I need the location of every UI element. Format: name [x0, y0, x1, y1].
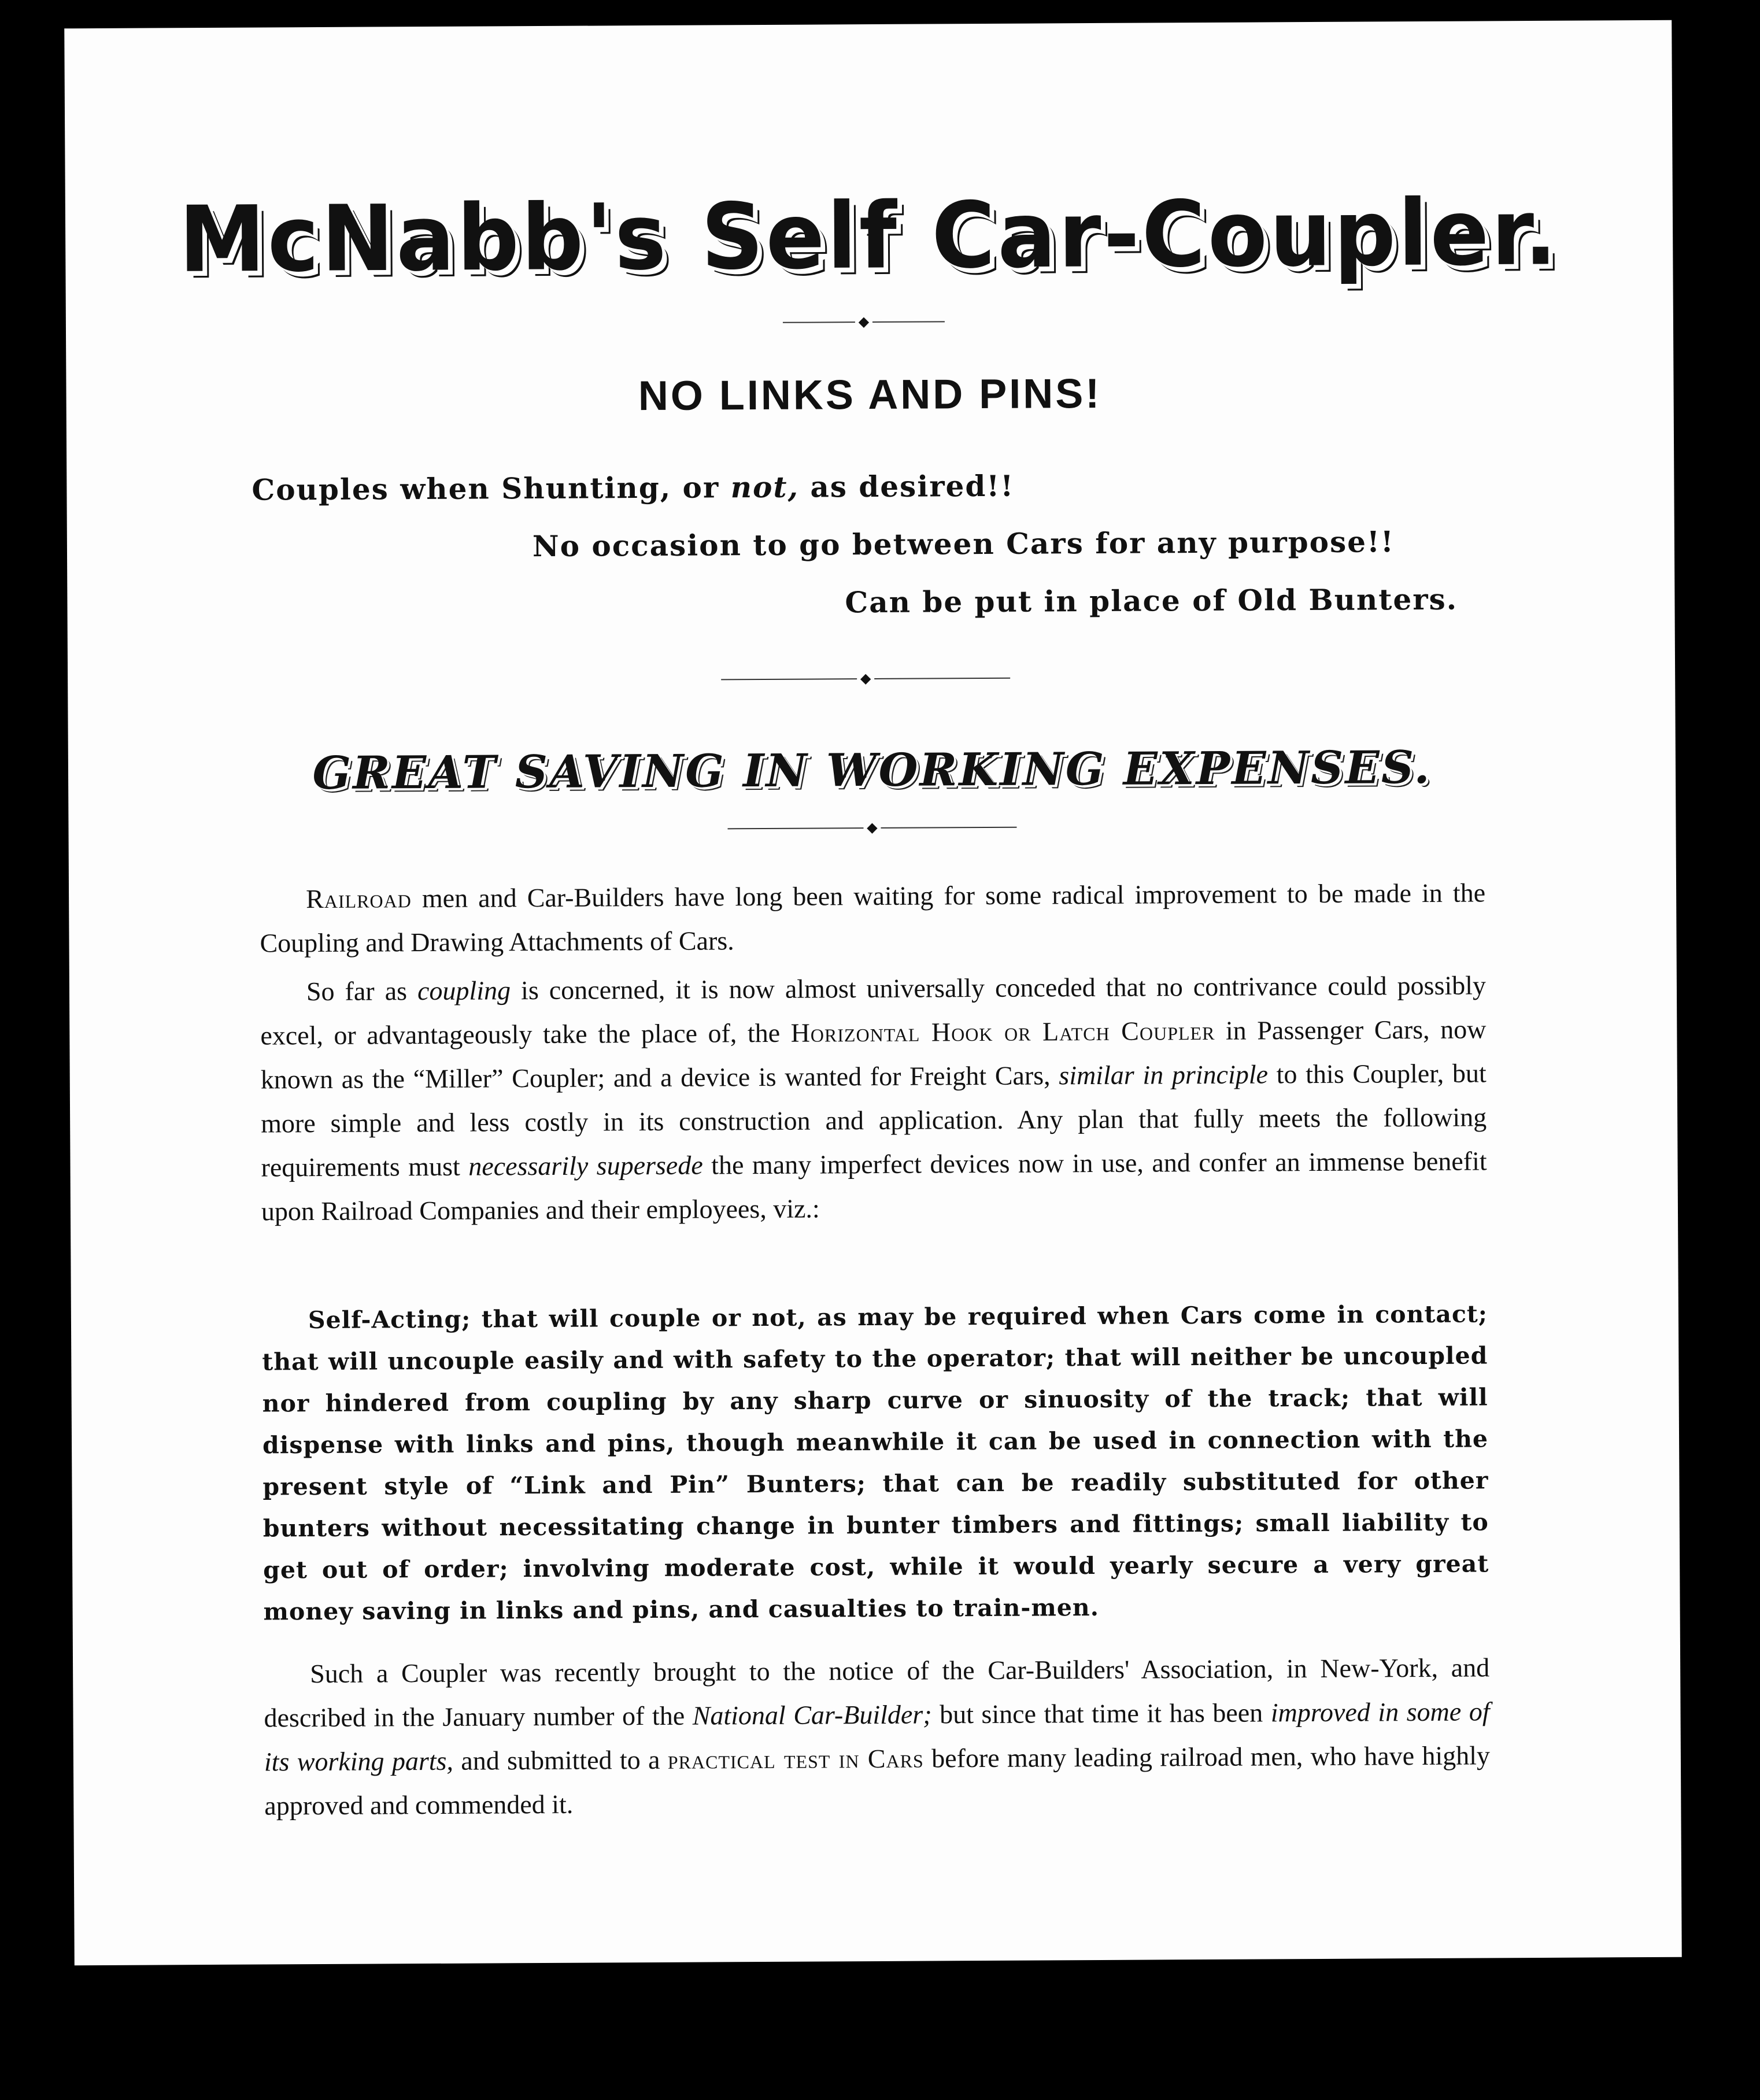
text-run: in Passenger Cars, now known as the “Miller” Coupler; and a device is wanted for Freight Cars, [260, 1014, 1487, 1095]
emphasis-run: coupling [417, 975, 511, 1006]
subheading: GREAT SAVING IN WORKING EXPENSES. [312, 741, 1432, 800]
emphasis-run: improved in some of its working parts, [264, 1696, 1490, 1777]
text-run: Such a Coupler was recently brought to the notice of the Car-Builders' Association, in New-York, and described in the January number of the [264, 1652, 1490, 1733]
paragraph-4 [264, 1646, 1491, 1828]
paragraph-2 [260, 963, 1487, 1233]
paragraph-1 [260, 871, 1486, 965]
diamond-icon: ◆ [867, 820, 878, 836]
diamond-icon: ◆ [858, 315, 870, 330]
requirements-text: Self-Acting; that will couple or not, as may be required when Cars come in contact; that will uncouple easily and with safety to the operator; that will neither be uncoupled nor hindered from coupling by any sharp curve or sinuosity of the track; that will dispense with links and pins, though meanwhile it can be used in connection with the present style of “Link and Pin” Bunters; that can be readily substituted for other bunters without necessitating change in bunter timbers and fittings; small liability to get out of order; involving moderate cost, while it would yearly secure a very great money saving in links and pins, and casualties to train-men. [262, 1300, 1489, 1626]
text-run: and submitted to a [461, 1744, 660, 1776]
text-run: to this Coupler, but more simple and less costly in its construction and application. Any plan that fully meets the following requirements must [261, 1058, 1487, 1182]
ornament-divider-2 [721, 672, 1010, 686]
text-run: So far as [306, 976, 408, 1007]
tagline-1 [252, 469, 1014, 507]
tagline-1-emphasis: not, [730, 469, 800, 505]
tagline-2: No occasion to go between Cars for any purpose!! [532, 524, 1395, 564]
small-caps-run: practical test in Cars [667, 1743, 924, 1774]
ornament-divider-3 [727, 822, 1016, 835]
text-run: before many leading railroad men, who have highly approved and commended it. [264, 1740, 1491, 1821]
text-run: is concerned, it is now almost universally conceded that no contrivance could possibly excel, or advantageously take the place of, the [260, 970, 1487, 1051]
emphasis-run: National Car-Builder; [692, 1699, 932, 1731]
text-run: but since that time it has been [940, 1698, 1263, 1729]
emphasis-run: similar in principle [1059, 1059, 1269, 1090]
paragraph-1-lead: Railroad [306, 883, 412, 914]
tagline-3: Can be put in place of Old Bunters. [845, 582, 1458, 620]
diamond-icon: ◆ [860, 671, 871, 687]
tagline-1-end: as desired!! [810, 468, 1015, 504]
ornament-divider-1 [783, 316, 945, 328]
text-run: the many imperfect devices now in use, and confer an immense benefit upon Railroad Companies and their employees, viz.: [261, 1146, 1487, 1226]
small-caps-run: Horizontal Hook or Latch Coupler [790, 1015, 1215, 1048]
headline: NO LINKS AND PINS! [638, 370, 1102, 420]
tagline-1-start: Couples when Shunting, or [252, 470, 720, 507]
emphasis-run: necessarily supersede [468, 1150, 703, 1181]
document-title: McNabb's Self Car-Coupler. [179, 180, 1560, 293]
paragraph-1-text: men and Car-Builders have long been waiting for some radical improvement to be made in the Coupling and Drawing Attachments of Cars. [260, 878, 1486, 958]
document-page [64, 20, 1682, 1966]
paragraph-3-requirements [262, 1293, 1489, 1632]
